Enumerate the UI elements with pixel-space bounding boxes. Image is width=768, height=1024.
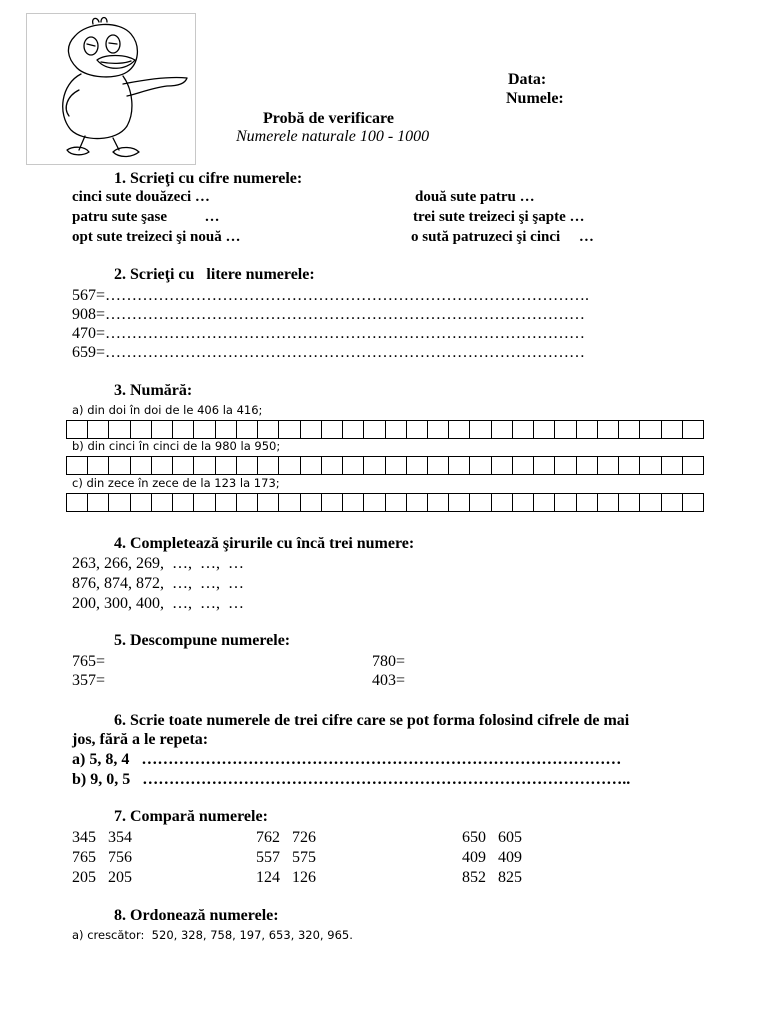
ex2-line: 470=……………………………………………………………………………… [72, 325, 586, 342]
ex1-item: trei sute treizeci şi şapte … [413, 209, 585, 225]
grid-cell[interactable] [598, 494, 619, 511]
grid-cell[interactable] [662, 494, 683, 511]
grid-cell[interactable] [619, 494, 640, 511]
grid-cell[interactable] [364, 421, 385, 438]
grid-cell[interactable] [258, 457, 279, 474]
ex1-item: cinci sute douăzeci … [72, 189, 210, 205]
ex6-line: b) 9, 0, 5 ……………………………………………………………………………….. [72, 771, 631, 788]
ex6-line: a) 5, 8, 4 ……………………………………………………………………………… [72, 751, 622, 768]
ex6-title: 6. Scrie toate numerele de trei cifre care se pot forma folosind cifrele de mai [114, 712, 630, 729]
grid-cell[interactable] [152, 494, 173, 511]
grid-cell[interactable] [279, 457, 300, 474]
grid-cell[interactable] [577, 421, 598, 438]
grid-cell[interactable] [513, 457, 534, 474]
grid-cell[interactable] [216, 421, 237, 438]
grid-cell[interactable] [555, 494, 576, 511]
grid-cell[interactable] [513, 494, 534, 511]
grid-cell[interactable] [88, 421, 109, 438]
grid-cell[interactable] [322, 421, 343, 438]
grid-cell[interactable] [258, 421, 279, 438]
grid-cell[interactable] [598, 457, 619, 474]
ex8-title: 8. Ordonează numerele: [114, 907, 279, 924]
grid-cell[interactable] [173, 457, 194, 474]
grid-cell[interactable] [470, 457, 491, 474]
grid-cell[interactable] [322, 457, 343, 474]
ex1-item: două sute patru … [415, 189, 535, 205]
grid-cell[interactable] [343, 457, 364, 474]
ex2-line: 908=……………………………………………………………………………… [72, 306, 586, 323]
ex7-pair: 557 575 [256, 849, 316, 866]
grid-cell[interactable] [301, 457, 322, 474]
grid-cell[interactable] [152, 457, 173, 474]
grid-cell[interactable] [67, 457, 88, 474]
grid-cell[interactable] [534, 494, 555, 511]
grid-cell[interactable] [216, 494, 237, 511]
grid-cell[interactable] [109, 421, 130, 438]
grid-cell[interactable] [492, 457, 513, 474]
grid-cell[interactable] [513, 421, 534, 438]
grid-cell[interactable] [237, 421, 258, 438]
grid-cell[interactable] [88, 494, 109, 511]
grid-cell[interactable] [683, 457, 703, 474]
grid-cell[interactable] [67, 494, 88, 511]
grid-cell[interactable] [683, 421, 703, 438]
duck-drawing [27, 14, 195, 164]
ex7-pair: 409 409 [462, 849, 522, 866]
grid-cell[interactable] [131, 494, 152, 511]
ex3-part-c: c) din zece în zece de la 123 la 173; [72, 476, 280, 490]
grid-cell[interactable] [216, 457, 237, 474]
ex6-title-cont: jos, fără a le repeta: [72, 731, 209, 748]
ex7-pair: 650 605 [462, 829, 522, 846]
grid-cell[interactable] [237, 457, 258, 474]
ex7-pair: 852 825 [462, 869, 522, 886]
ex5-title: 5. Descompune numerele: [114, 632, 291, 649]
grid-cell[interactable] [237, 494, 258, 511]
grid-cell[interactable] [407, 457, 428, 474]
grid-cell[interactable] [428, 421, 449, 438]
grid-cell[interactable] [109, 494, 130, 511]
grid-cell[interactable] [194, 494, 215, 511]
grid-cell[interactable] [492, 421, 513, 438]
ex5-item: 765= [72, 653, 106, 670]
grid-cell[interactable] [619, 421, 640, 438]
grid-cell[interactable] [343, 421, 364, 438]
date-label: Data: [508, 71, 547, 88]
grid-cell[interactable] [555, 457, 576, 474]
ex7-pair: 765 756 [72, 849, 132, 866]
grid-cell[interactable] [194, 421, 215, 438]
ex1-item: opt sute treizeci şi nouă … [72, 229, 241, 245]
ex7-pair: 124 126 [256, 869, 316, 886]
grid-cell[interactable] [534, 457, 555, 474]
grid-cell[interactable] [109, 457, 130, 474]
ex4-line: 263, 266, 269, …, …, … [72, 555, 244, 572]
ex3-grid-c[interactable] [66, 493, 704, 512]
ex1-title: 1. Scrieţi cu cifre numerele: [114, 170, 303, 187]
grid-cell[interactable] [152, 421, 173, 438]
grid-cell[interactable] [449, 457, 470, 474]
ex2-title: 2. Scrieţi cu litere numerele: [114, 266, 315, 283]
page-subtitle: Numerele naturale 100 - 1000 [236, 128, 430, 145]
duck-illustration [26, 13, 196, 165]
grid-cell[interactable] [364, 494, 385, 511]
page-title: Probă de verificare [263, 110, 394, 127]
grid-cell[interactable] [131, 457, 152, 474]
grid-cell[interactable] [577, 494, 598, 511]
grid-cell[interactable] [449, 494, 470, 511]
grid-cell[interactable] [386, 421, 407, 438]
ex7-pair: 205 205 [72, 869, 132, 886]
grid-cell[interactable] [683, 494, 703, 511]
grid-cell[interactable] [619, 457, 640, 474]
grid-cell[interactable] [577, 457, 598, 474]
ex1-item: o sută patruzeci şi cinci … [411, 229, 594, 245]
grid-cell[interactable] [88, 457, 109, 474]
grid-cell[interactable] [640, 457, 661, 474]
grid-cell[interactable] [131, 421, 152, 438]
grid-cell[interactable] [407, 421, 428, 438]
ex3-part-a: a) din doi în doi de le 406 la 416; [72, 403, 263, 417]
grid-cell[interactable] [534, 421, 555, 438]
grid-cell[interactable] [492, 494, 513, 511]
grid-cell[interactable] [470, 421, 491, 438]
grid-cell[interactable] [301, 421, 322, 438]
ex5-item: 357= [72, 672, 106, 689]
grid-cell[interactable] [322, 494, 343, 511]
ex3-grid-a[interactable] [66, 420, 704, 439]
ex3-title: 3. Numără: [114, 382, 193, 399]
grid-cell[interactable] [598, 421, 619, 438]
grid-cell[interactable] [470, 494, 491, 511]
grid-cell[interactable] [279, 494, 300, 511]
grid-cell[interactable] [555, 421, 576, 438]
ex7-pair: 345 354 [72, 829, 132, 846]
grid-cell[interactable] [301, 494, 322, 511]
grid-cell[interactable] [428, 457, 449, 474]
ex1-item: patru sute şase … [72, 209, 220, 225]
ex5-item: 780= [372, 653, 406, 670]
grid-cell[interactable] [640, 421, 661, 438]
ex4-title: 4. Completează şirurile cu încă trei numere: [114, 535, 415, 552]
grid-cell[interactable] [386, 494, 407, 511]
grid-cell[interactable] [640, 494, 661, 511]
grid-cell[interactable] [386, 457, 407, 474]
grid-cell[interactable] [364, 457, 385, 474]
grid-cell[interactable] [173, 421, 194, 438]
name-label: Numele: [506, 90, 564, 107]
ex4-line: 876, 874, 872, …, …, … [72, 575, 244, 592]
grid-cell[interactable] [662, 421, 683, 438]
grid-cell[interactable] [428, 494, 449, 511]
grid-cell[interactable] [343, 494, 364, 511]
ex2-line: 659=……………………………………………………………………………… [72, 344, 586, 361]
ex7-pair: 762 726 [256, 829, 316, 846]
ex3-grid-b[interactable] [66, 456, 704, 475]
grid-cell[interactable] [258, 494, 279, 511]
grid-cell[interactable] [662, 457, 683, 474]
ex7-title: 7. Compară numerele: [114, 808, 268, 825]
ex4-line: 200, 300, 400, …, …, … [72, 595, 244, 612]
grid-cell[interactable] [407, 494, 428, 511]
grid-cell[interactable] [194, 457, 215, 474]
grid-cell[interactable] [67, 421, 88, 438]
ex5-item: 403= [372, 672, 406, 689]
grid-cell[interactable] [173, 494, 194, 511]
grid-cell[interactable] [449, 421, 470, 438]
ex8-part-a: a) crescător: 520, 328, 758, 197, 653, 320, 965. [72, 928, 353, 942]
ex2-line: 567=………………………………………………………………………………. [72, 287, 590, 304]
ex3-part-b: b) din cinci în cinci de la 980 la 950; [72, 439, 281, 453]
grid-cell[interactable] [279, 421, 300, 438]
